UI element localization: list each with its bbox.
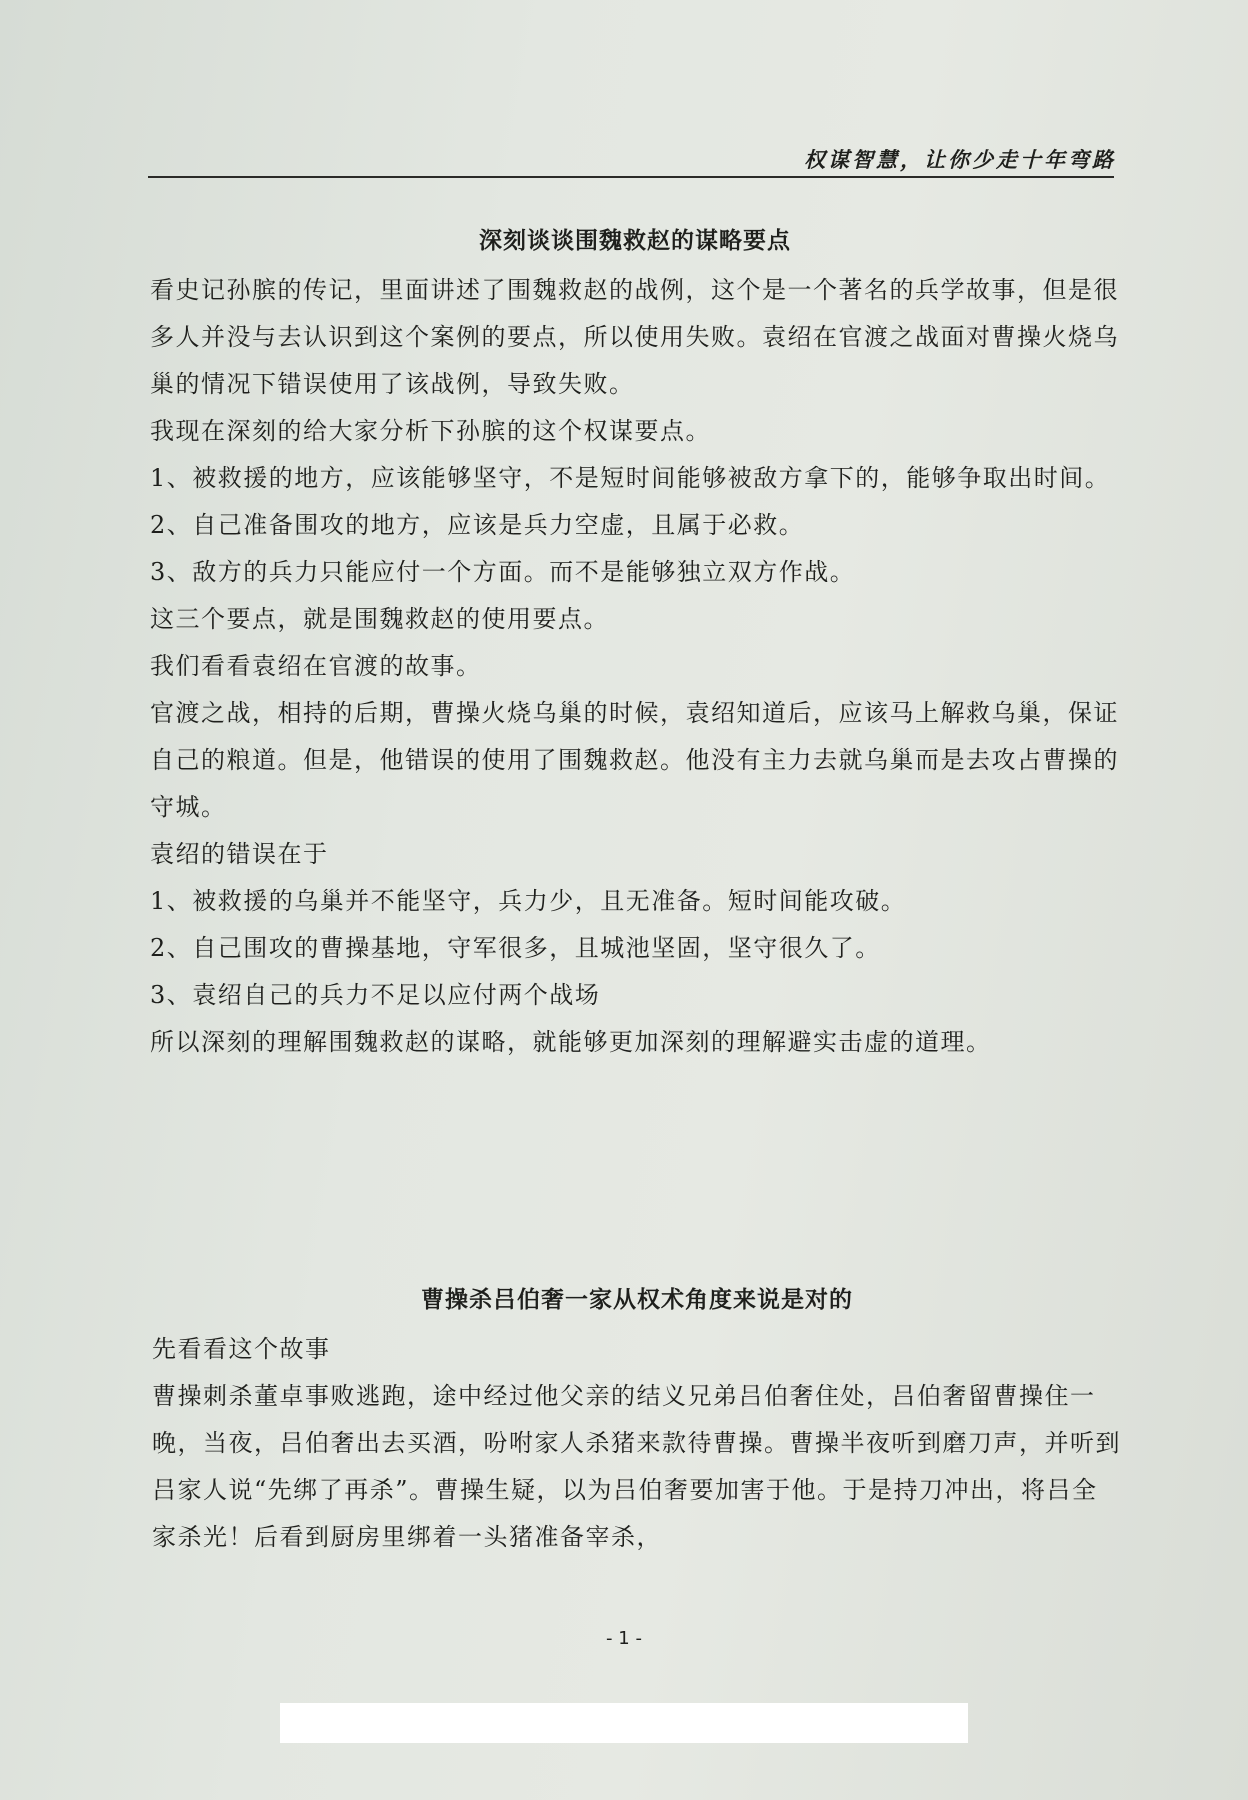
paragraph: 这三个要点，就是围魏救赵的使用要点。 [150,605,609,633]
paragraph: 2、自己围攻的曹操基地，守军很多，且城池坚固，坚守很久了。 [150,934,881,962]
paragraph: 官渡之战，相持的后期，曹操火烧乌巢的时候，袁绍知道后，应该马上解救乌巢，保证自己的粮道。但是，他错误的使用了围魏救赵。他没有主力去就乌巢而是去攻占曹操的守城。 [150,699,1119,821]
paragraph: 曹操刺杀董卓事败逃跑，途中经过他父亲的结义兄弟吕伯奢住处，吕伯奢留曹操住一晚，当夜，吕伯奢出去买酒，吩咐家人杀猪来款待曹操。曹操半夜听到磨刀声，并听到吕家人说“先绑了再杀”。曹操生疑，以为吕伯奢要加害于他。于是持刀冲出，将吕全家杀光！后看到厨房里绑着一头猪准备宰杀， [152,1382,1121,1551]
redaction-box [280,1703,968,1743]
section-1-title: 深刻谈谈围魏救赵的谋略要点 [479,227,791,254]
paragraph: 3、袁绍自己的兵力不足以应付两个战场 [150,981,601,1009]
paragraph: 先看看这个故事 [152,1335,331,1363]
paragraph: 我现在深刻的给大家分析下孙膑的这个权谋要点。 [150,417,711,445]
section-2-title: 曹操杀吕伯奢一家从权术角度来说是对的 [421,1286,853,1313]
paragraph: 所以深刻的理解围魏救赵的谋略，就能够更加深刻的理解避实击虚的道理。 [150,1028,992,1056]
paragraph: 袁绍的错误在于 [150,840,329,868]
running-header: 权谋智慧，让你少走十年弯路 [804,147,1116,172]
paragraph: 3、敌方的兵力只能应付一个方面。而不是能够独立双方作战。 [150,558,856,586]
page-number: - 1 - [606,1628,642,1649]
header-rule [148,176,1114,178]
paragraph: 1、被救援的地方，应该能够坚守，不是短时间能够被敌方拿下的，能够争取出时间。 [150,464,1111,492]
paragraph: 2、自己准备围攻的地方，应该是兵力空虚，且属于必救。 [150,511,805,539]
paragraph: 1、被救援的乌巢并不能坚守，兵力少，且无准备。短时间能攻破。 [150,887,907,915]
paragraph: 看史记孙膑的传记，里面讲述了围魏救赵的战例，这个是一个著名的兵学故事，但是很多人并没与去认识到这个案例的要点，所以使用失败。袁绍在官渡之战面对曹操火烧乌巢的情况下错误使用了该战例，导致失败。 [150,276,1119,398]
section-1 [150,222,1120,1066]
section-2 [152,1281,1122,1561]
paragraph: 我们看看袁绍在官渡的故事。 [150,652,482,680]
